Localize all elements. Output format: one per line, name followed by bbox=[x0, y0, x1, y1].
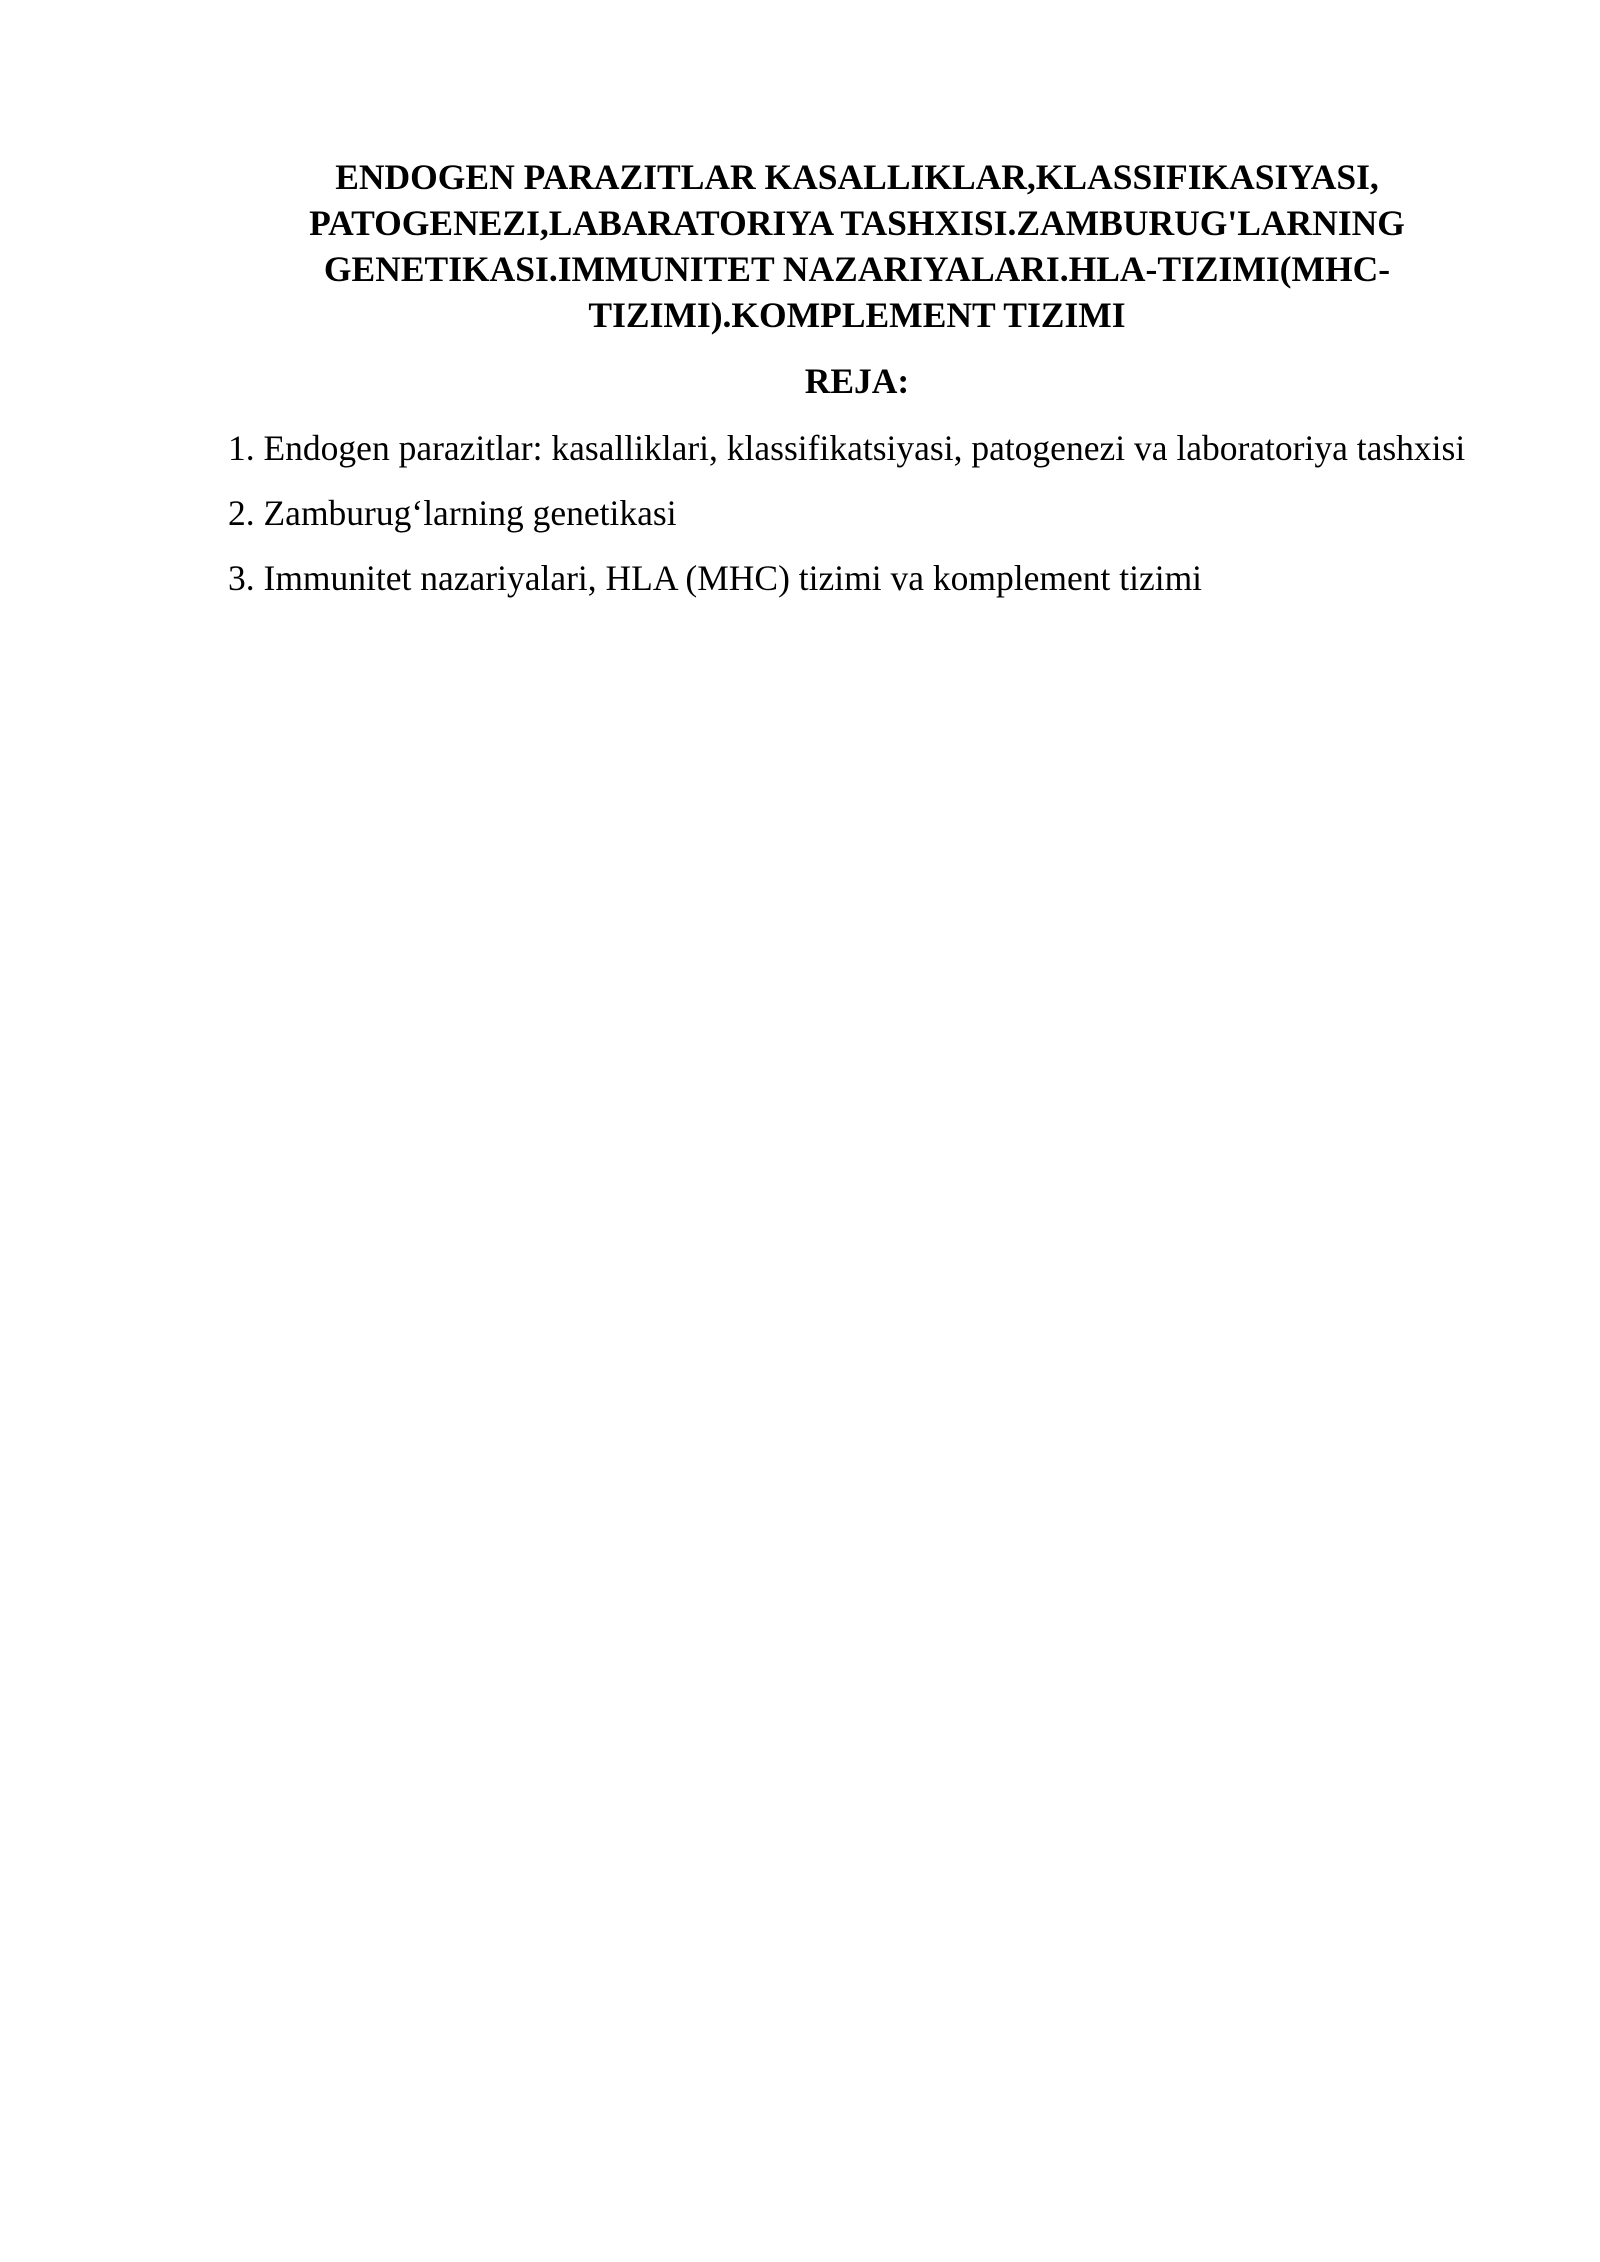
page-content bbox=[228, 154, 1486, 611]
plan-item-text: Zamburug‘larning genetikasi bbox=[263, 493, 677, 533]
plan-item-number: 1. bbox=[228, 428, 255, 468]
plan-item-1 bbox=[228, 416, 1486, 481]
document-title: ENDOGEN PARAZITLAR KASALLIKLAR,KLASSIFIKASIYASI, PATOGENEZI,LABARATORIYA TASHXISI.ZAMBURUG'LARNING GENETIKASI.IMMUNITET NAZARIYALARI.HLA-TIZIMI(MHC-TIZIMI).KOMPLEMENT TIZIMI bbox=[309, 157, 1405, 335]
plan-item-text: Endogen parazitlar: kasalliklari, klassifikatsiyasi, patogenezi va laboratoriya tashxisi bbox=[263, 428, 1466, 468]
plan-list bbox=[228, 416, 1486, 611]
plan-heading: REJA: bbox=[804, 361, 910, 401]
plan-item-3 bbox=[228, 546, 1486, 611]
plan-item-text: Immunitet nazariyalari, HLA (MHC) tizimi va komplement tizimi bbox=[263, 558, 1203, 598]
plan-item-2 bbox=[228, 481, 1486, 546]
plan-item-number: 2. bbox=[228, 493, 255, 533]
plan-item-number: 3. bbox=[228, 558, 255, 598]
